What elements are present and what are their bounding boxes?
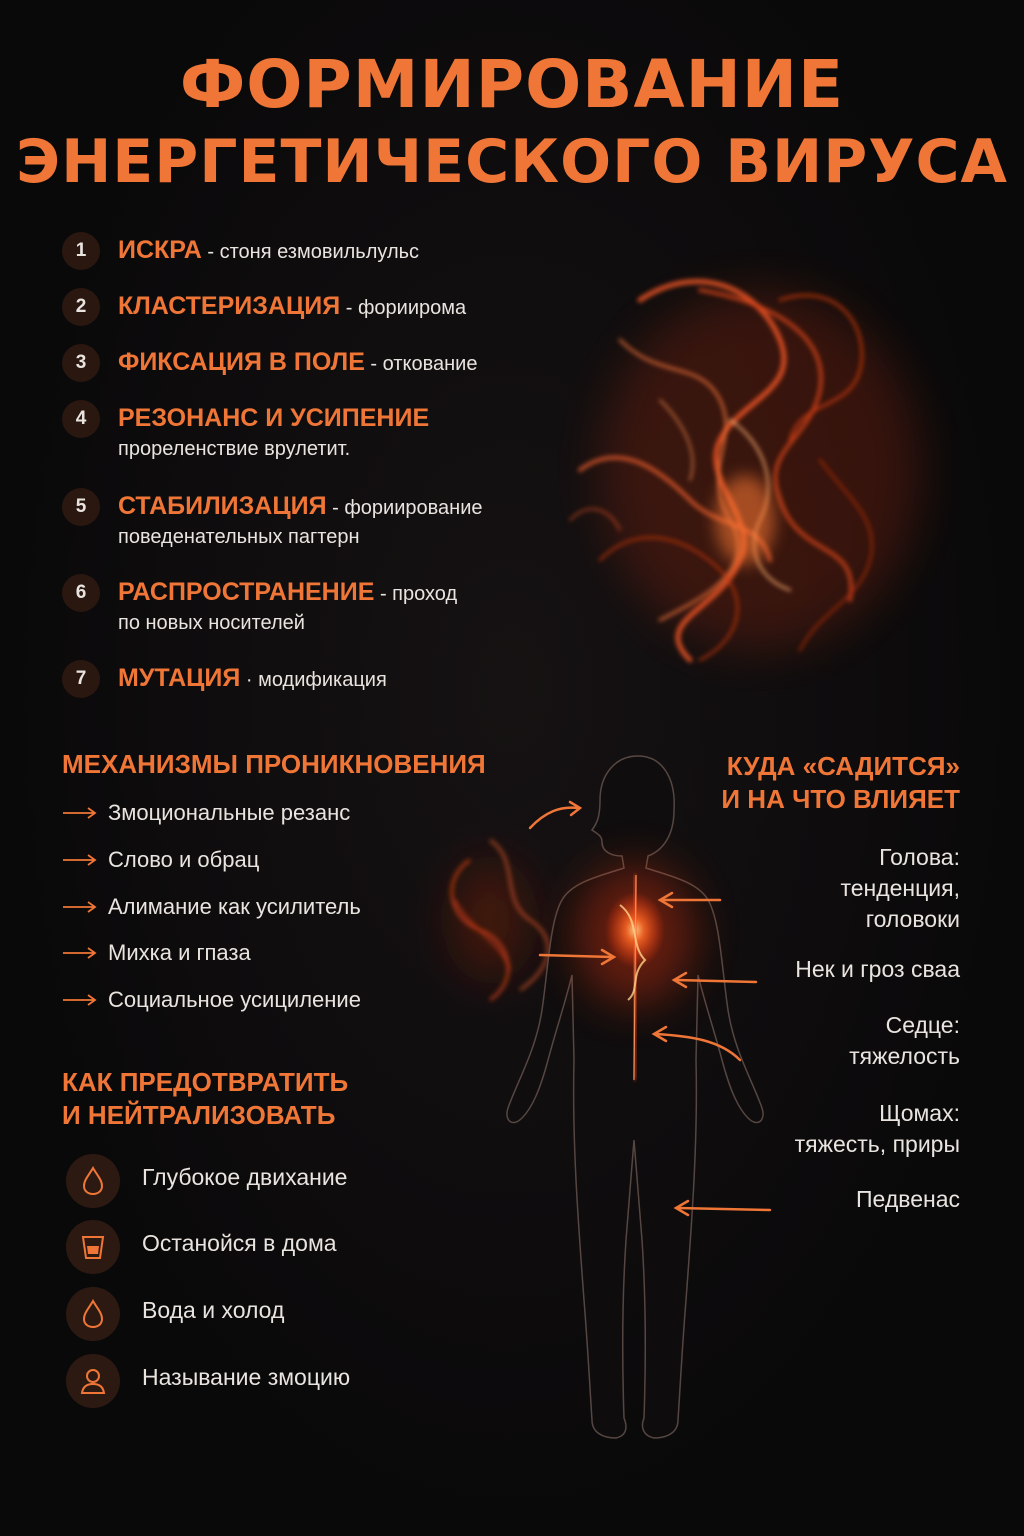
stage-name: РАСПРОСТРАНЕНИЕ [118,578,375,606]
stage-separator: - [364,353,383,375]
effect-line: тяжесть, приры [794,1131,960,1157]
prevention-label: Останойся в дома [142,1230,337,1256]
stage-separator: - [201,241,220,263]
effect-line: Педвенас [856,1186,960,1212]
mechanism-label: Змоциональные резанс [108,800,351,825]
stage-number-badge: 3 [62,344,100,382]
prevention-label: Глубокое двихание [142,1164,348,1190]
effects-title-line-1: КУДА «САДИТСЯ» [726,751,960,781]
effect-item [795,1098,960,1160]
cup-icon [66,1220,120,1274]
effect-item [856,1184,960,1215]
effect-line: Голова: [879,844,960,870]
stage-number-badge: 4 [62,400,100,438]
mechanism-label: Алимание как усилитель [108,894,361,919]
effect-line: Щомах: [879,1100,960,1126]
arrow-right-icon [62,900,98,914]
effect-item [840,842,960,935]
mechanism-label: Михка и гпаза [108,940,251,965]
stage-name: ФИКСАЦИЯ В ПОЛЕ [118,348,365,376]
person-icon [66,1354,120,1408]
stage-description: откование [382,353,478,375]
effect-item [849,1010,960,1072]
stage-separator: · [240,669,259,691]
mechanism-label: Социальное усициление [108,987,361,1012]
effect-item [795,954,960,985]
arrow-right-icon [62,946,98,960]
stage-name: КЛАСТЕРИЗАЦИЯ [118,292,341,320]
arrow-right-icon [62,993,98,1007]
effect-line: Нек и гроз сваа [795,956,960,982]
effect-line: головоки [865,906,960,932]
prevention-label: Вода и холод [142,1297,285,1323]
stage-number-badge: 7 [62,660,100,698]
stage-number-badge: 6 [62,574,100,612]
title-line-1: ФОРМИРОВАНИЕ [179,46,845,123]
effects-title-line-2: И НА ЧТО ВЛИЯЕТ [721,783,960,814]
stage-description: фориирома [357,297,467,319]
side-smoke [450,840,548,1000]
effect-line: тяжелость [849,1043,960,1069]
stage-separator: - [374,583,393,605]
title-line-2: ЭНЕРГЕТИЧЕСКОГО ВИРУСА [16,127,1008,197]
prevention-title [62,1066,348,1131]
stage-description-line-2: по новых носителей [118,612,305,634]
stage-name: РЕЗОНАНС И УСИПЕНИЕ [118,404,430,432]
arrow-right-icon [62,853,98,867]
arrow-right-icon [62,806,98,820]
stage-description: модификация [258,669,387,691]
effect-line: тенденция, [840,875,960,901]
stage-description: фориирование [344,497,483,519]
mechanisms-title: МЕХАНИЗМЫ ПРОНИКНОВЕНИЯ [62,749,486,779]
stage-description: стоня езмовильлульс [219,241,420,263]
stage-name: ИСКРА [118,236,202,264]
stage-description-line-2: прореленствие врулетит. [118,438,351,460]
drop-icon [66,1287,120,1341]
stage-separator: - [326,497,345,519]
drop-icon [66,1154,120,1208]
stage-name: СТАБИЛИЗАЦИЯ [118,492,327,520]
effect-line: Седце: [885,1012,960,1038]
stage-name: МУТАЦИЯ [118,664,241,692]
stage-separator: - [340,297,358,319]
stage-description-line-2: поведенательных пагтерн [118,526,360,548]
stage-number-badge: 5 [62,488,100,526]
energy-smoke-cloud [570,281,920,660]
page-title [0,46,1024,197]
prevention-title-line-1: КАК ПРЕДОТВРАТИТЬ [62,1067,349,1097]
effects-title [721,750,960,815]
effects-list [700,842,960,1242]
stage-number-badge: 1 [62,232,100,270]
stage-number-badge: 2 [62,288,100,326]
prevention-title-line-2: И НЕЙТРАЛИЗОВАТЬ [62,1099,336,1130]
prevention-label: Называние змоцию [142,1364,351,1390]
mechanism-label: Слово и обрац [108,847,260,872]
stage-description: проход [392,583,458,605]
